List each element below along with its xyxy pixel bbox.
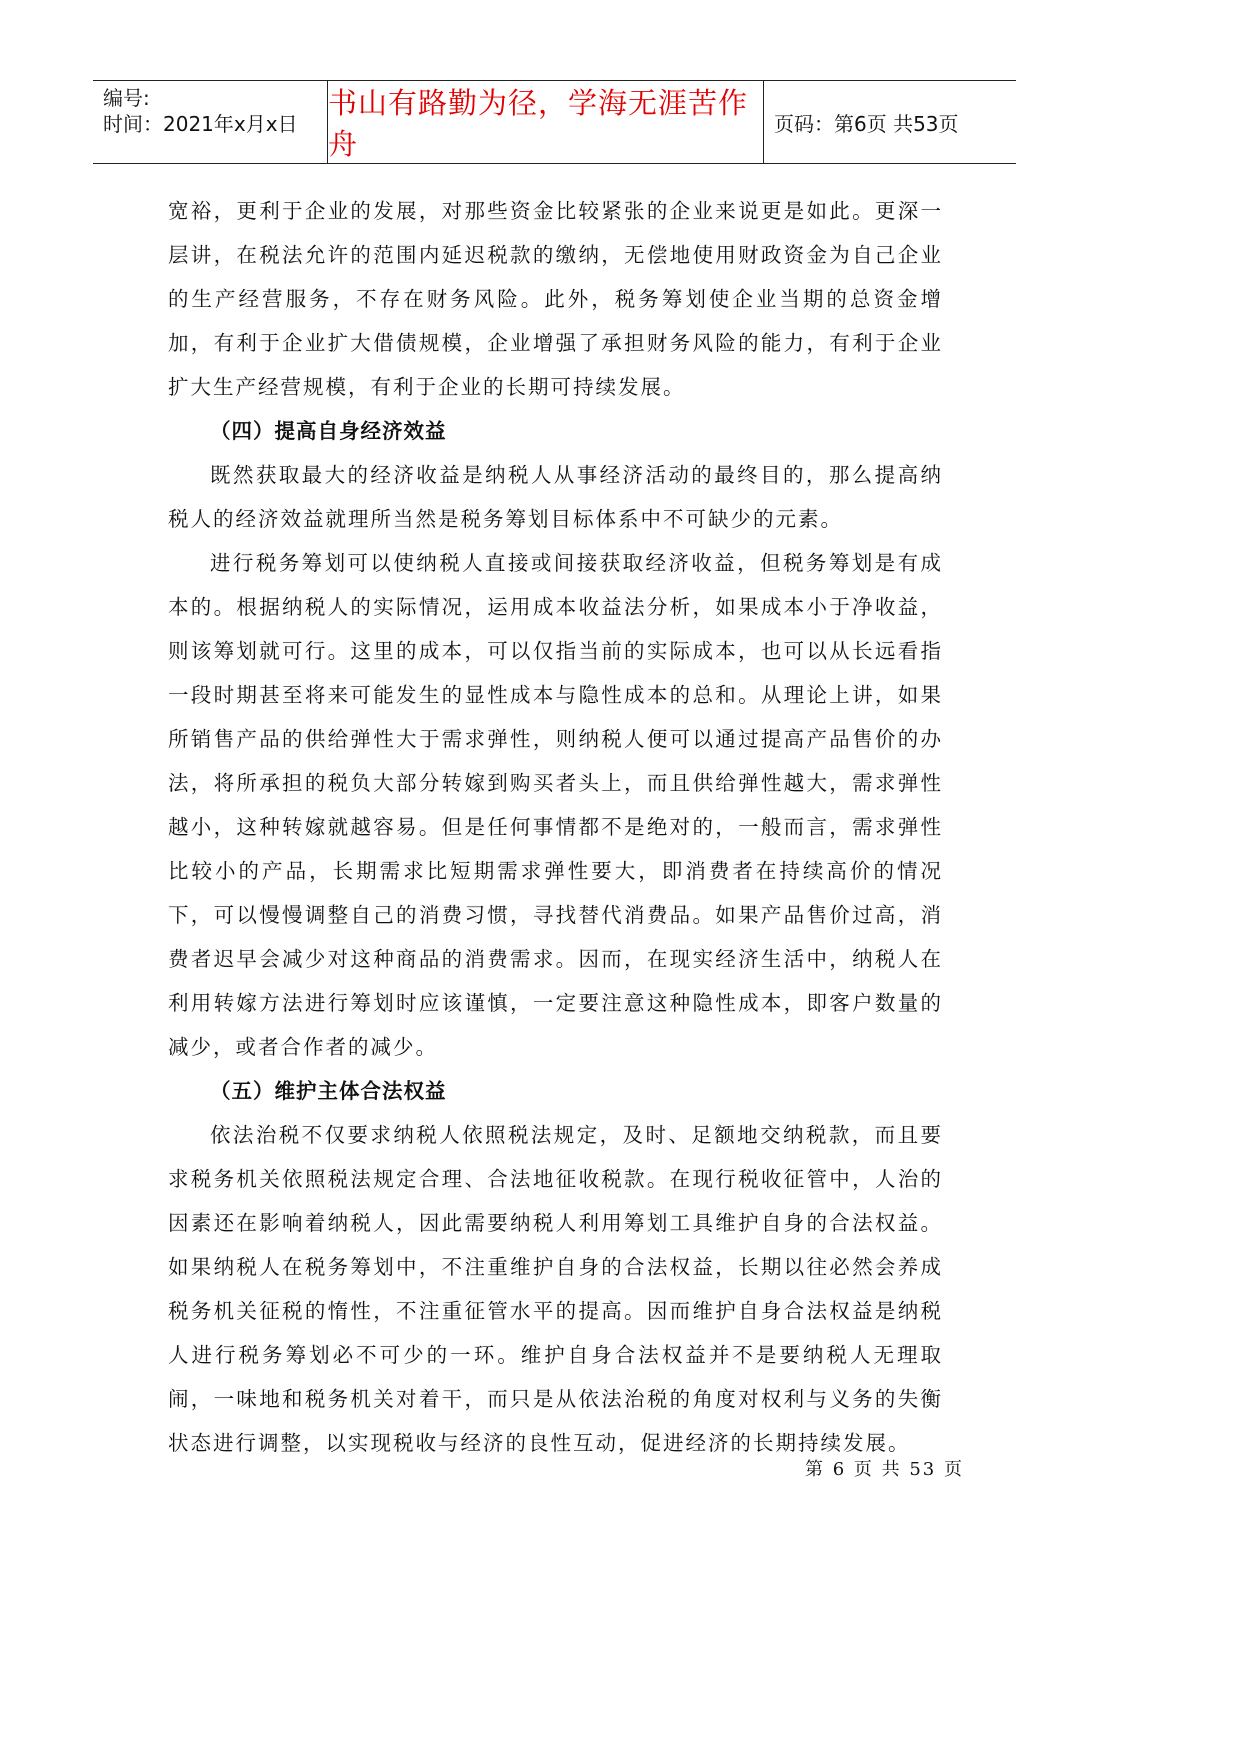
page-header <box>93 80 1016 164</box>
page-footer: 第 6 页 共 53 页 <box>805 1459 964 1480</box>
paragraph: 进行税务筹划可以使纳税人直接或间接获取经济收益，但税务筹划是有成本的。根据纳税人的实际情况，运用成本收益法分析，如果成本小于净收益，则该筹划就可行。这里的成本，可以仅指当前的实际成本，也可以从长远看指一段时期甚至将来可能发生的显性成本与隐性成本的总和。从理论上讲，如果所销售产品的供给弹性大于需求弹性，则纳税人便可以通过提高产品售价的办法，将所承担的税负大部分转嫁到购买者头上，而且供给弹性越大，需求弹性越小，这种转嫁就越容易。但是任何事情都不是绝对的，一般而言，需求弹性比较小的产品，长期需求比短期需求弹性要大，即消费者在持续高价的情况下，可以慢慢调整自己的消费习惯，寻找替代消费品。如果产品售价过高，消费者迟早会减少对这种商品的消费需求。因而，在现实经济生活中，纳税人在利用转嫁方法进行筹划时应该谨慎，一定要注意这种隐性成本，即客户数量的减少，或者合作者的减少。 <box>168 551 943 1059</box>
document-body <box>168 189 943 1465</box>
section-heading-5: （五）维护主体合法权益 <box>210 1079 447 1103</box>
paragraph: 既然获取最大的经济收益是纳税人从事经济活动的最终目的，那么提高纳税人的经济效益就理所当然是税务筹划目标体系中不可缺少的元素。 <box>168 463 943 531</box>
header-meta <box>93 81 328 163</box>
section-heading-4: （四）提高自身经济效益 <box>210 419 447 443</box>
time-label: 时间：2021年x月x日 <box>103 112 298 136</box>
header-page-info-cell <box>764 81 1016 163</box>
paragraph: 依法治税不仅要求纳税人依照税法规定，及时、足额地交纳税款，而且要求税务机关依照税法规定合理、合法地征收税款。在现行税收征管中，人治的因素还在影响着纳税人，因此需要纳税人利用筹划工具维护自身的合法权益。如果纳税人在税务筹划中，不注重维护自身的合法权益，长期以往必然会养成税务机关征税的惰性，不注重征管水平的提高。因而维护自身合法权益是纳税人进行税务筹划必不可少的一环。维护自身合法权益并不是要纳税人无理取闹，一味地和税务机关对着干，而只是从依法治税的角度对权利与义务的失衡状态进行调整，以实现税收与经济的良性互动，促进经济的长期持续发展。 <box>168 1123 943 1455</box>
header-motto-cell <box>328 81 764 163</box>
motto: 书山有路勤为径，学海无涯苦作舟 <box>328 86 749 161</box>
page-info: 页码：第6页 共53页 <box>774 111 959 136</box>
serial-label: 编号: <box>103 86 150 110</box>
paragraph-continued: 宽裕，更利于企业的发展，对那些资金比较紧张的企业来说更是如此。更深一层讲，在税法允许的范围内延迟税款的缴纳，无偿地使用财政资金为自己企业的生产经营服务，不存在财务风险。此外，税务筹划使企业当期的总资金增加，有利于企业扩大借债规模，企业增强了承担财务风险的能力，有利于企业扩大生产经营规模，有利于企业的长期可持续发展。 <box>168 199 943 399</box>
